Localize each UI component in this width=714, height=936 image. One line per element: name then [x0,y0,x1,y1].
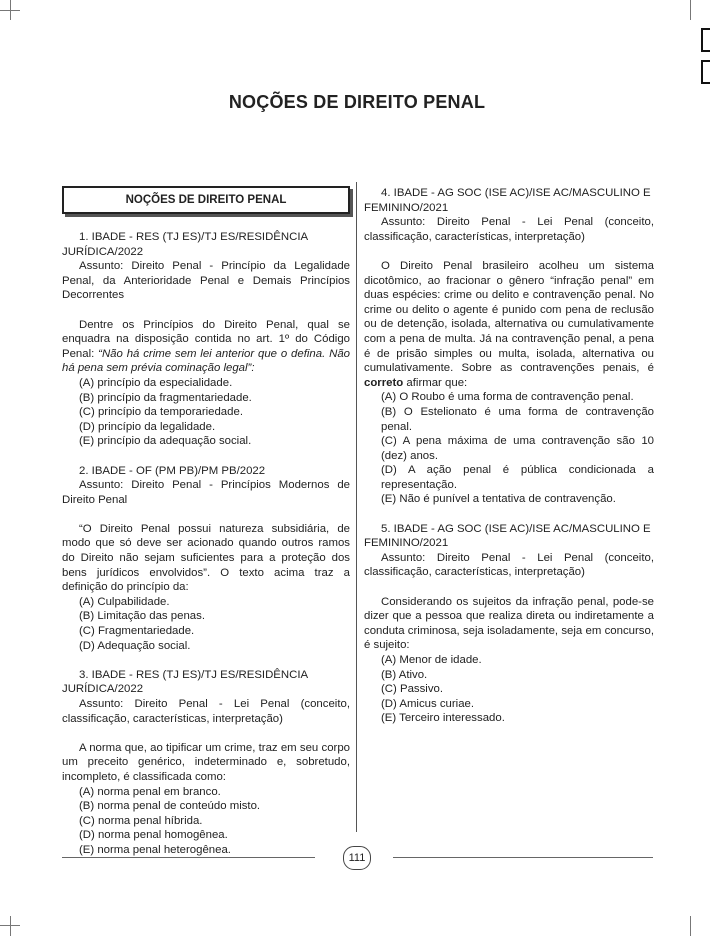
question-stem [62,318,350,376]
crop-mark [690,0,691,20]
option: (D) Amicus curiae. [381,697,475,710]
stem-text: O Direito Penal brasileiro acolheu um sistema dicotômico, ao fracionar o gênero “infração penal” em duas espécies: crime ou delito e contravenção penal. No crime ou delito o agente é punido com pena de reclusão ou de detenção, isolada, alternativa ou cumulativamente com a pena de multa. Já na contravenção penal, a pena é de prisão simples ou multa, isolada, alternativa ou cumulativamente. Sobre as contravenções penais, é [364,259,654,375]
question-2 [62,464,350,654]
option: (D) princípio da legalidade. [79,420,216,433]
question-stem: Considerando os sujeitos da infração penal, pode-se dizer que a pessoa que realiza direta ou indiretamente a conduta criminosa, seja isoladamente, seja em concurso, é sujeito: [364,595,654,652]
question-1 [62,230,350,449]
option: (B) norma penal de conteúdo misto. [79,800,261,813]
question-header: 1. IBADE - RES (TJ ES)/TJ ES/RESIDÊNCIA JURÍDICA/2022 [62,231,308,258]
question-stem: “O Direito Penal possui natureza subsidiária, de modo que só deve ser acionado quando outros ramos do Direito não sejam suficientes para a proteção dos bens jurídicos envolvidos”. O texto acima traz a definição do princípio da: [62,522,350,594]
column-divider [356,182,357,832]
option: (C) A pena máxima de uma contravenção são 10 (dez) anos. [381,435,654,462]
stem-bold: correto [364,376,404,389]
page-title: NOÇÕES DE DIREITO PENAL [228,92,486,112]
crop-mark [0,10,20,11]
question-4 [364,186,654,507]
option: (C) princípio da temporariedade. [79,406,243,419]
registration-bracket [701,28,710,52]
option: (C) norma penal híbrida. [79,814,203,827]
stem-text: afirmar que: [403,376,468,389]
option: (A) O Roubo é uma forma de contravenção penal. [381,391,634,404]
page-number: 111 [343,846,371,870]
question-header: 4. IBADE - AG SOC (ISE AC)/ISE AC/MASCULINO E FEMININO/2021 [364,187,651,214]
registration-bracket [701,60,710,84]
question-3 [62,668,350,858]
question-5 [364,522,654,726]
option: (A) princípio da especialidade. [79,376,233,389]
option: (A) norma penal em branco. [79,785,221,798]
option: (E) princípio da adequação social. [79,435,252,448]
crop-mark [0,925,20,926]
footer-rule-right [393,857,653,858]
question-stem [364,259,654,390]
option: (B) O Estelionato é uma forma de contravenção penal. [381,405,654,433]
stem-text: Dentre os Princípios do Direito Penal, qual se enquadra na disposição contida no art. 1º do Código Penal: [62,318,350,360]
question-assunto: Assunto: Direito Penal - Princípios Modernos de Direito Penal [62,479,350,506]
question-header: 3. IBADE - RES (TJ ES)/TJ ES/RESIDÊNCIA JURÍDICA/2022 [62,668,308,696]
option: (A) Culpabilidade. [79,595,170,608]
left-column [62,186,350,858]
option: (E) Não é punível a tentativa de contravenção. [381,493,616,506]
option: (C) Passivo. [381,683,444,696]
option: (B) Limitação das penas. [79,610,205,623]
option: (B) princípio da fragmentariedade. [79,391,252,404]
option: (E) Terceiro interessado. [381,712,505,725]
section-title-box: NOÇÕES DE DIREITO PENAL [62,186,350,214]
question-assunto: Assunto: Direito Penal - Lei Penal (conceito, classificação, características, interpretação) [364,551,654,579]
question-assunto: Assunto: Direito Penal - Lei Penal (conceito, classificação, características, interpretação) [364,216,654,243]
option: (D) A ação penal é pública condicionada a representação. [381,464,654,491]
crop-mark [690,916,691,936]
question-assunto: Assunto: Direito Penal - Lei Penal (conceito, classificação, características, interpretação) [62,698,350,725]
option: (B) Ativo. [381,668,428,681]
question-assunto: Assunto: Direito Penal - Princípio da Legalidade Penal, da Anterioridade Penal e Demais Princípios Decorrentes [62,260,350,302]
stem-quote: “Não há crime sem lei anterior que o defina. Não há pena sem prévia cominação legal”: [62,347,350,375]
option: (A) Menor de idade. [381,654,482,666]
option: (D) norma penal homogênea. [79,829,228,842]
crop-mark [10,916,11,936]
question-header: 5. IBADE - AG SOC (ISE AC)/ISE AC/MASCULINO E FEMININO/2021 [364,522,651,550]
question-header: 2. IBADE - OF (PM PB)/PM PB/2022 [79,464,266,477]
right-column [364,186,654,726]
footer-rule-left [62,857,315,858]
option: (E) norma penal heterogênea. [79,843,231,856]
option: (C) Fragmentariedade. [79,625,195,638]
question-stem: A norma que, ao tipificar um crime, traz em seu corpo um preceito genérico, indeterminado e, sobretudo, incompleto, é classificada como: [62,741,350,783]
option: (D) Adequação social. [79,639,191,652]
